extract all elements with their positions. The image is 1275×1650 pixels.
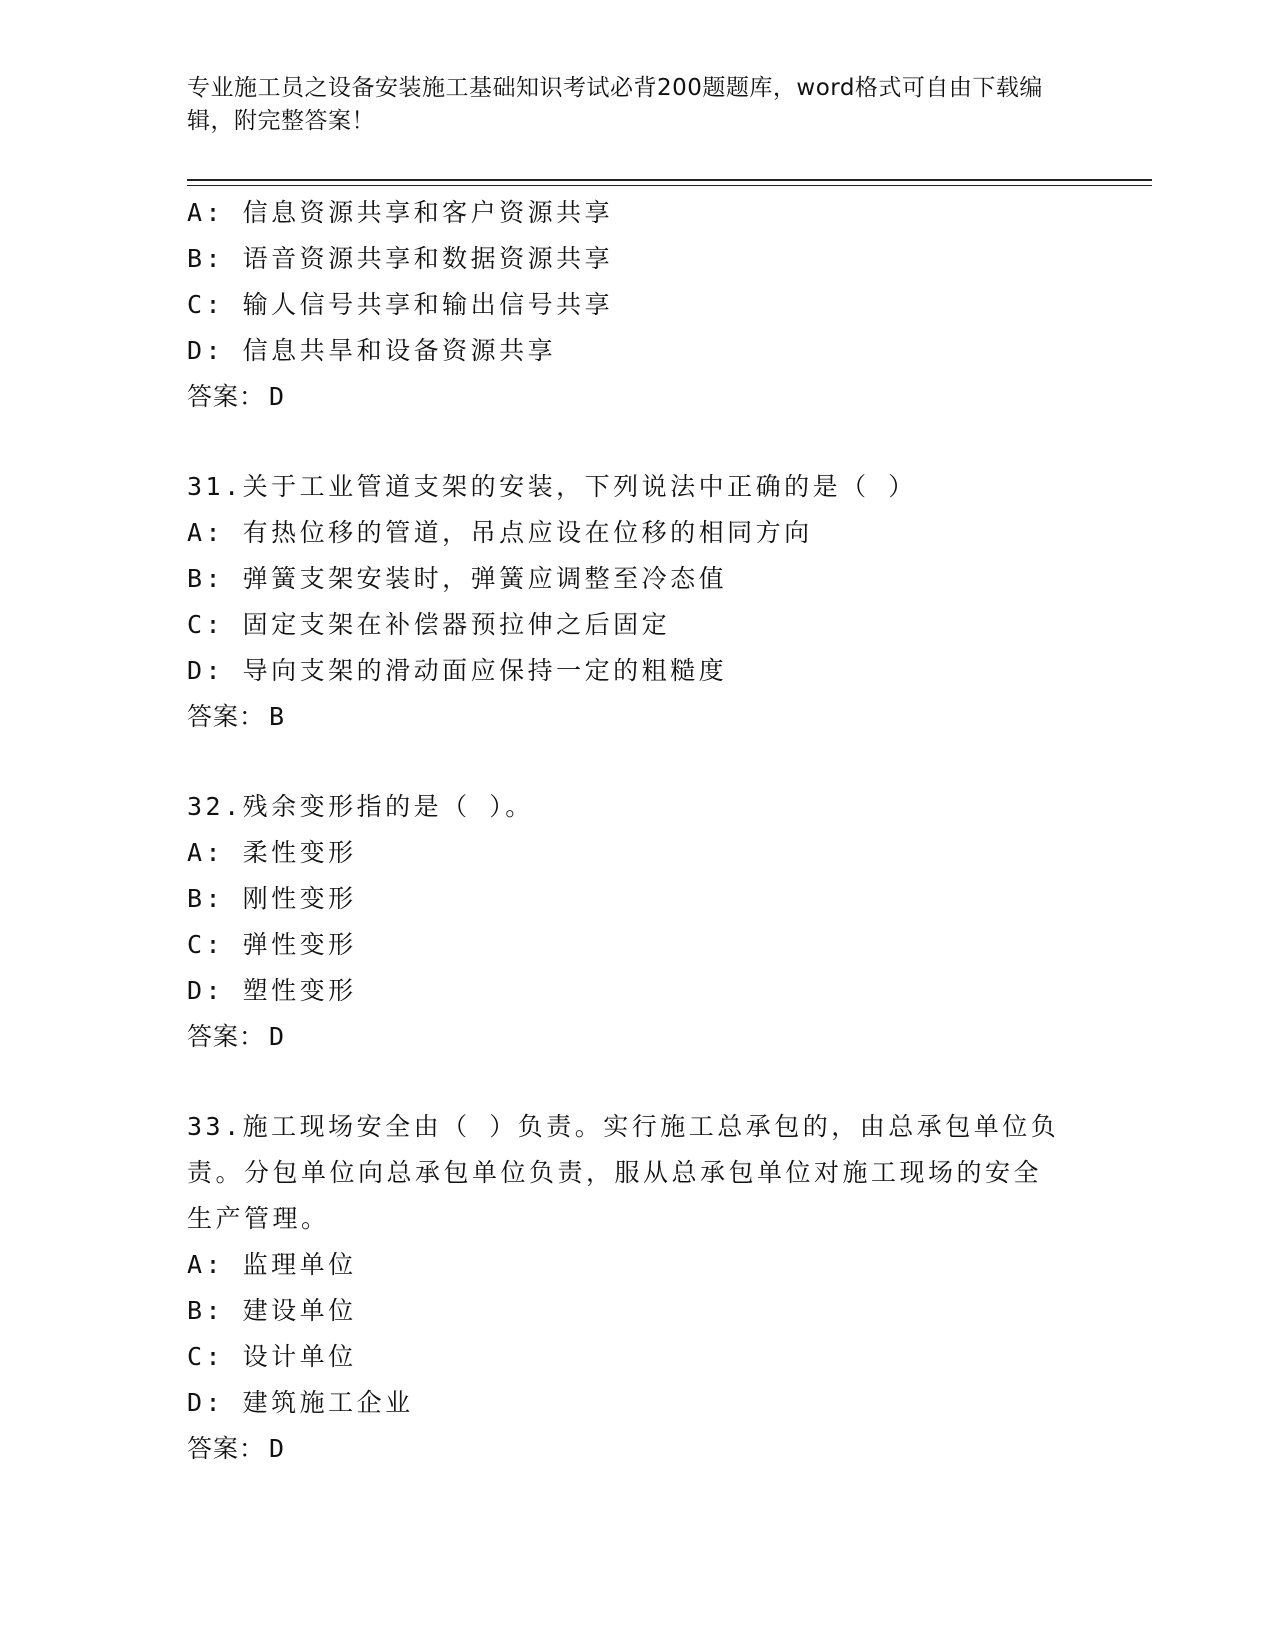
header-divider-thin (187, 185, 1152, 186)
answer-value: D (269, 1022, 286, 1051)
question-30 (187, 190, 1067, 420)
answer-value: B (269, 702, 286, 731)
answer-label: 答案： (187, 702, 266, 731)
answer-label: 答案： (187, 382, 266, 411)
question-33 (187, 1104, 1067, 1472)
option-d: D: 导向支架的滑动面应保持一定的粗糙度 (187, 656, 728, 685)
option-b: B: 语音资源共享和数据资源共享 (187, 244, 614, 273)
question-text: 32.残余变形指的是（ ）。 (187, 792, 534, 821)
option-a: A: 有热位移的管道，吊点应设在位移的相同方向 (187, 518, 813, 547)
option-c: C: 输人信号共享和输出信号共享 (187, 290, 614, 319)
option-c: C: 固定支架在补偿器预拉伸之后固定 (187, 610, 671, 639)
answer-line (187, 694, 1067, 740)
header-divider-thick (187, 179, 1152, 181)
answer-value: D (269, 1434, 286, 1463)
option-d: D: 建筑施工企业 (187, 1388, 414, 1417)
question-31 (187, 464, 1067, 740)
answer-line (187, 1014, 1067, 1060)
option-b: B: 弹簧支架安装时，弹簧应调整至冷态值 (187, 564, 728, 593)
document-header: 专业施工员之设备安装施工基础知识考试必背200题题库，word格式可自由下载编辑，附完整答案！ (187, 75, 1043, 134)
answer-line (187, 374, 1067, 420)
option-c: C: 弹性变形 (187, 930, 357, 959)
option-a: A: 信息资源共享和客户资源共享 (187, 198, 614, 227)
answer-line (187, 1426, 1067, 1472)
option-d: D: 塑性变形 (187, 976, 357, 1005)
option-b: B: 刚性变形 (187, 884, 357, 913)
answer-label: 答案： (187, 1022, 266, 1051)
option-a: A: 柔性变形 (187, 838, 357, 867)
answer-value: D (269, 382, 286, 411)
question-text: 31.关于工业管道支架的安装，下列说法中正确的是（ ） (187, 472, 917, 501)
option-d: D: 信息共旱和设备资源共享 (187, 336, 557, 365)
option-c: C: 设计单位 (187, 1342, 357, 1371)
option-b: B: 建设单位 (187, 1296, 357, 1325)
question-32 (187, 784, 1067, 1060)
question-text: 33.施工现场安全由（ ）负责。实行施工总承包的，由总承包单位负责。分包单位向总承包单位负责，服从总承包单位对施工现场的安全生产管理。 (187, 1112, 1060, 1233)
question-list (187, 190, 1067, 1472)
answer-label: 答案： (187, 1434, 266, 1463)
option-a: A: 监理单位 (187, 1250, 357, 1279)
